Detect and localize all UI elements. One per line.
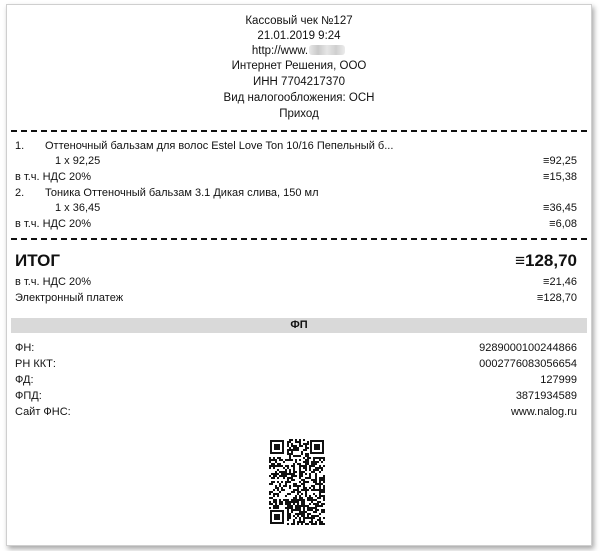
fn-value: 9289000100244866 — [479, 342, 577, 354]
site-prefix: http://www. — [251, 45, 309, 57]
fpd-label: ФПД: — [15, 390, 42, 402]
fns-site-value: www.nalog.ru — [510, 406, 577, 418]
item-qty-price: 1 x 92,25 — [55, 155, 101, 167]
company-inn: ИНН 7704217370 — [252, 76, 346, 88]
fd-value: 127999 — [540, 374, 577, 386]
tax-system: Вид налогообложения: ОСН — [223, 92, 375, 104]
item-vat-label: в т.ч. НДС 20% — [15, 171, 92, 183]
fn-label: ФН: — [15, 342, 35, 354]
company-name: Интернет Решения, ООО — [231, 60, 367, 72]
qr-code-icon — [269, 439, 325, 525]
fns-site-label: Сайт ФНС: — [15, 406, 71, 418]
item-name: Тоника Оттеночный бальзам 3.1 Дикая слива, 150 мл — [45, 187, 319, 199]
receipt-datetime: 21.01.2019 9:24 — [257, 30, 341, 42]
fpd-value: 3871934589 — [515, 390, 577, 402]
rn-kkt-label: РН ККТ: — [15, 358, 56, 370]
operation-type: Приход — [279, 108, 319, 120]
total-vat-label: в т.ч. НДС 20% — [15, 276, 92, 288]
total-value: ≡128,70 — [515, 251, 577, 270]
payment-value: ≡128,70 — [536, 292, 577, 304]
item-number: 1. — [15, 140, 25, 152]
item-qty-price: 1 x 36,45 — [55, 202, 101, 214]
blurred-domain — [309, 45, 345, 55]
rn-kkt-value: 0002776083056654 — [479, 358, 577, 370]
receipt-site — [7, 44, 591, 59]
separator — [11, 130, 587, 132]
item-vat-sum: ≡15,38 — [543, 171, 577, 183]
payment-label: Электронный платеж — [15, 292, 124, 304]
fp-section-header: ФП — [11, 318, 587, 333]
item-sum: ≡92,25 — [543, 155, 577, 167]
item-name: Оттеночный бальзам для волос Estel Love Ton 10/16 Пепельный б... — [45, 140, 394, 152]
receipt-title: Кассовый чек №127 — [245, 15, 353, 27]
item-number: 2. — [15, 187, 25, 199]
total-label: ИТОГ — [15, 251, 61, 270]
item-sum: ≡36,45 — [543, 202, 577, 214]
fd-label: ФД: — [15, 374, 34, 386]
receipt — [6, 4, 592, 546]
total-vat-value: ≡21,46 — [543, 276, 577, 288]
item-vat-sum: ≡6,08 — [549, 218, 577, 230]
separator — [11, 238, 587, 240]
item-vat-label: в т.ч. НДС 20% — [15, 218, 92, 230]
